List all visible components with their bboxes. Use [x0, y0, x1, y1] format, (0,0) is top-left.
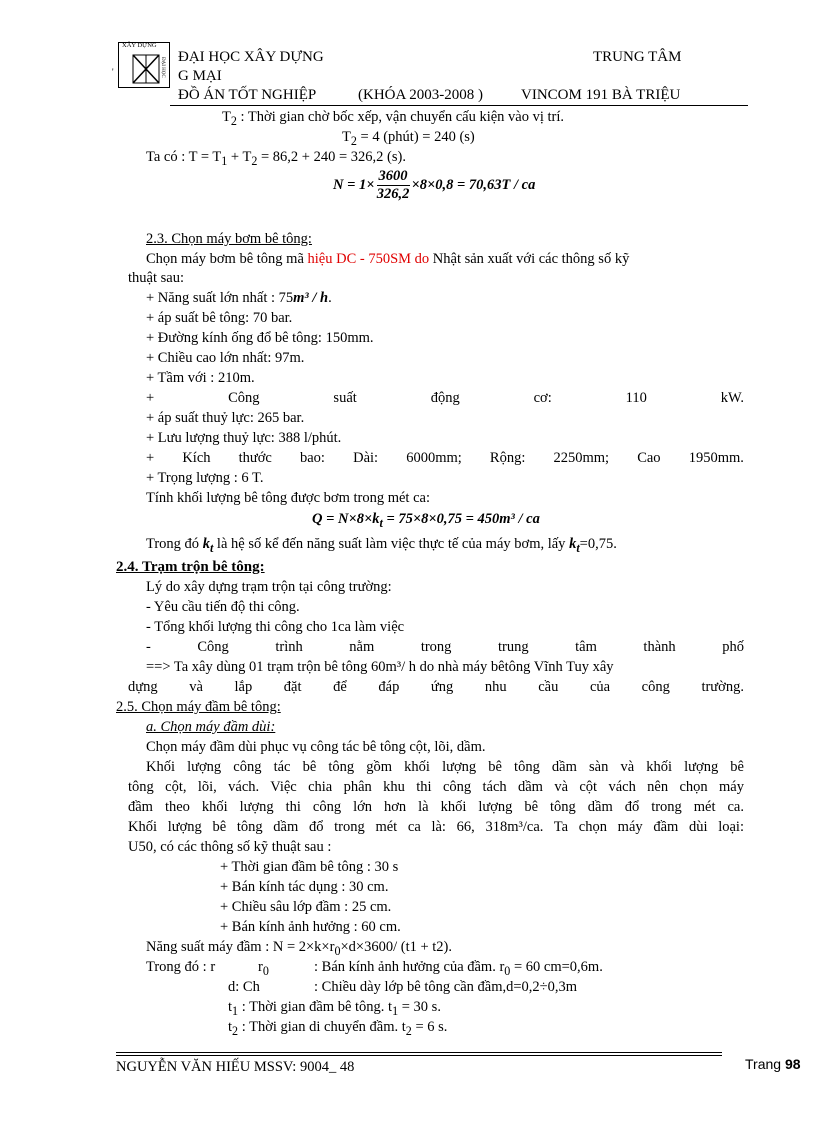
where-r0-desc: : Bán kính ảnh hưởng của đầm. $r_0 = 60$ cm=0,6m.	[314, 959, 603, 978]
plant-reason-volume: - Tổng khối lượng thi công cho 1ca làm việc	[146, 619, 405, 635]
where-r0-symbol: $r_0$	[258, 959, 269, 978]
center-name: TRUNG TÂM	[593, 49, 682, 65]
plant-decision: ==> Ta xây dùng 01 trạm trộn bê tông 60m³/ h do nhà máy bêtông Vĩnh Tuy xây	[146, 659, 614, 675]
footer-rule-bottom	[116, 1055, 722, 1056]
kt-coefficient-note: Trong đó $k_t$ là hệ số kể đến năng suất làm việc thực tế của máy bơm, lấy $k_t=0,75$.	[146, 536, 617, 555]
building-name: VINCOM 191 BÀ TRIỆU	[521, 87, 681, 103]
vibrator-productivity-formula: Năng suất máy đầm : $N = 2\times k\times r_0\times d\times 3600/$ (t1 + t2).	[146, 939, 453, 958]
logo-text: XÂY DỰNG	[122, 42, 157, 49]
pump-intro-cont: thuật sau:	[128, 270, 184, 286]
spec-pipe-diameter: + Đường kính ống đổ bê tông: 150mm.	[146, 330, 374, 346]
spec-engine-power: + Công suất động cơ: 110 kW.	[146, 390, 744, 406]
section-2-4-title: 2.4. Trạm trộn bê tông:	[116, 559, 265, 575]
t2-value: $T_2 = 4$ (phút) = 240 (s)	[342, 129, 475, 148]
pump-intro: Chọn máy bơm bê tông mã hiệu DC - 750SM do Nhật sản xuất với các thông số kỹ	[146, 251, 630, 267]
section-2-3-title: 2.3. Chọn máy bơm bê tông:	[146, 231, 312, 247]
plant-reason-schedule: - Yêu cầu tiến độ thi công.	[146, 599, 300, 615]
plant-reason-location: - Công trình nằm trong trung tâm thành phố	[146, 639, 744, 655]
footer-rule-top	[116, 1052, 722, 1053]
plant-decision-cont: dựng và lắp đặt để đáp ứng nhu cầu của công trường.	[128, 679, 744, 695]
university-name: ĐẠI HỌC XÂY DỰNG	[178, 49, 324, 65]
footer-author: NGUYỄN VĂN HIẾU MSSV: 9004_ 48	[116, 1059, 355, 1075]
vibrator-spec-radius: + Bán kính tác dụng : 30 cm.	[220, 879, 389, 895]
spec-dimensions: + Kích thước bao: Dài: 6000mm; Rộng: 2250mm; Cao 1950mm.	[146, 450, 744, 466]
university-logo	[118, 42, 170, 88]
spec-hydraulic-pressure: + áp suất thuỷ lực: 265 bar.	[146, 410, 305, 426]
volume-para-line-1: Khối lượng công tác bê tông gồm khối lượng bê tông dầm sàn và khối lượng bê	[146, 759, 744, 775]
where-d-symbol: d: Ch	[228, 979, 260, 995]
vibrator-purpose: Chọn máy đầm dùi phục vụ công tác bê tông cột, lõi, dầm.	[146, 739, 486, 755]
formula-pump-volume: $Q = N\times 8\times k_t = 75\times 8\times 0,75 = 450m^3$ / ca	[312, 511, 540, 530]
where-t2: $t_2$ : Thời gian di chuyển đầm. $t_2 = 6$ s.	[228, 1019, 448, 1038]
page-number: Trang 98	[745, 1056, 801, 1072]
spec-capacity: + Năng suất lớn nhất : 75m³ / h.	[146, 290, 332, 306]
where-t1: $t_1$ : Thời gian đầm bê tông. $t_1 = 30$ s.	[228, 999, 441, 1018]
where-label: Trong đó : r	[146, 959, 216, 975]
header-rule	[170, 105, 748, 106]
formula-crane-productivity: N = 1× $\frac{3600}{326,2}$ ×8×0,8 = 70,63T / ca	[333, 168, 536, 202]
volume-para-line-4: Khối lượng bê tông dầm đổ trong mét ca là: 66, 318m³/ca. Ta chọn máy đầm dùi loại:	[128, 819, 744, 835]
volume-para-line-5: U50, có các thông số kỹ thuật sau :	[128, 839, 332, 855]
volume-para-line-2: tông cột, lõi, vách. Việc chia phân khu thi công tách dầm và cột vách nên chọn máy	[128, 779, 744, 795]
header-sub: G MẠI	[178, 68, 222, 84]
total-time-line: Ta có : $T = T_1 + T_2 = 86,2 + 240 = 326,2$ (s).	[146, 149, 406, 168]
vibrator-spec-time: + Thời gian đầm bê tông : 30 s	[220, 859, 399, 875]
volume-para-line-3: đầm theo khối lượng thi công lớn hơn là khối lượng bê tông dầm đổ trong mét ca.	[128, 799, 744, 815]
vibrator-spec-depth: + Chiều sâu lớp đầm : 25 cm.	[220, 899, 392, 915]
spec-pressure: + áp suất bê tông: 70 bar.	[146, 310, 293, 326]
spec-reach: + Tầm với : 210m.	[146, 370, 255, 386]
spec-hydraulic-flow: + Lưu lượng thuỷ lực: 388 l/phút.	[146, 430, 342, 446]
spec-weight: + Trọng lượng : 6 T.	[146, 470, 264, 486]
project-title: ĐỒ ÁN TỐT NGHIỆP	[178, 87, 317, 103]
spec-max-height: + Chiều cao lớn nhất: 97m.	[146, 350, 305, 366]
vibrator-spec-influence: + Bán kính ảnh hưởng : 60 cm.	[220, 919, 401, 935]
t2-definition: $T_2$ : Thời gian chờ bốc xếp, vận chuyển cấu kiện vào vị trí.	[222, 109, 565, 128]
section-2-5-title: 2.5. Chọn máy đầm bê tông:	[116, 699, 281, 715]
logo-side-text: ĐẠI HỌC	[160, 57, 165, 78]
plant-reason: Lý do xây dựng trạm trộn tại công trường:	[146, 579, 392, 595]
where-d-desc: : Chiều dày lớp bê tông cần đầm,d=0,2÷0,3m	[314, 979, 578, 995]
subsection-a-title: a. Chọn máy đầm dùi:	[146, 719, 276, 735]
pump-calc-intro: Tính khối lượng bê tông được bơm trong mét ca:	[146, 490, 430, 506]
course-years: (KHÓA 2003-2008 )	[358, 87, 483, 103]
